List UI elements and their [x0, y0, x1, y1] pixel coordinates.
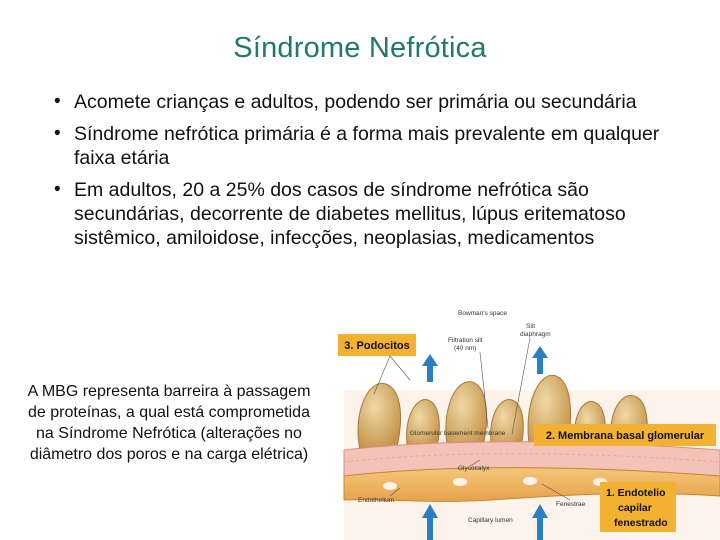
- up-arrow-icon: [422, 354, 438, 382]
- glomerular-filtration-diagram: [330, 300, 720, 540]
- bullet-text: Acomete crianças e adultos, podendo ser primária ou secundária: [74, 91, 637, 113]
- endothelium-label-line: fenestrado: [614, 517, 668, 529]
- fenestra: [453, 478, 467, 486]
- bullet-text: Em adultos, 20 a 25% dos casos de síndrome nefrótica são secundárias, decorrente de diabetes mellitus, lúpus eritematoso sistêmico, amiloidose, infecções, neoplasias, medicamentos: [74, 179, 626, 249]
- podocytes-label: 3. Podocitos: [344, 340, 410, 352]
- fenestrae-label: Fenestrae: [556, 501, 586, 508]
- bullet-text: Síndrome nefrótica primária é a forma mais prevalente em qualquer faixa etária: [74, 123, 660, 169]
- leader-line: [390, 356, 410, 380]
- filtration-slit-size-label: (40 nm): [454, 345, 477, 352]
- endothelium-label-line: capilar: [618, 502, 652, 514]
- filtration-slit-label: Filtration slit: [448, 337, 483, 344]
- caption-text: A MBG representa barreira à passagem de proteínas, a qual está comprometida na Síndrome Nefrótica (alterações no diâmetro dos poros e na carga elétrica): [27, 383, 311, 463]
- endothelium-annotation: Endothelium: [358, 497, 395, 504]
- bullet-item: [52, 90, 692, 114]
- bullet-dot: •: [54, 179, 61, 200]
- bullet-list: [52, 90, 692, 258]
- bowmans-space-label: Bowman's space: [458, 310, 507, 317]
- bullet-dot: •: [54, 91, 61, 112]
- fenestra: [383, 482, 397, 490]
- slit-diaphragm-label: Slit: [526, 323, 536, 330]
- fenestra: [523, 477, 537, 485]
- diagram-svg: [330, 300, 720, 540]
- bullet-item: [52, 122, 692, 170]
- glycocalyx-label: Glycocalyx: [458, 465, 490, 472]
- gbm-label: 2. Membrana basal glomerular: [545, 430, 705, 442]
- bullet-item: [52, 178, 692, 250]
- slit-diaphragm-label: diaphragm: [520, 331, 551, 338]
- endothelium-label-line: 1. Endotelio: [606, 487, 666, 499]
- capillary-lumen-label: Capillary lumen: [468, 517, 513, 524]
- gbm-inline-label: Glomerular basement membrane: [410, 430, 506, 437]
- bullet-dot: •: [54, 123, 61, 144]
- up-arrow-icon: [532, 346, 548, 374]
- slide-title: Síndrome Nefrótica: [233, 32, 487, 64]
